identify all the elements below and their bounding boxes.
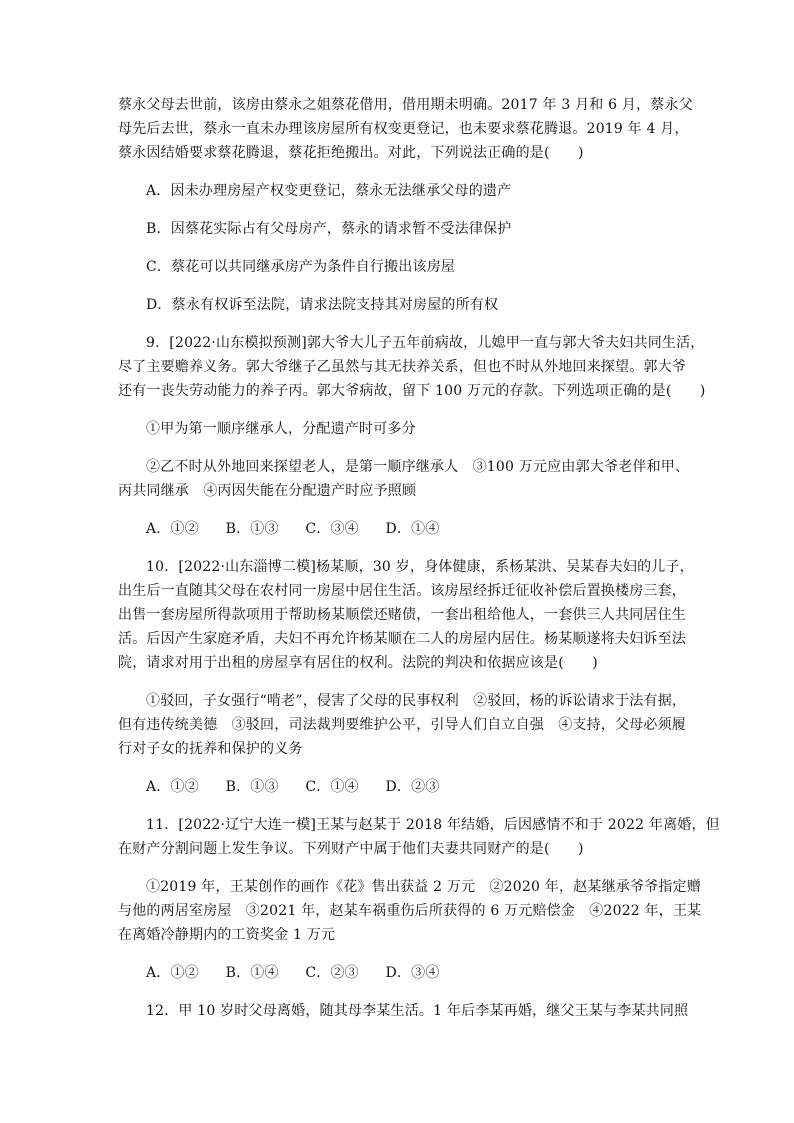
stem-line: 在财产分割问题上发生争议。下列财产中属于他们夫妻共同财产的是( ) (118, 841, 584, 857)
statement-item: 与他的两居室房屋 ③2021 年，赵某车祸重伤后所获得的 6 万元赔偿金 ④2022 年，王某 (118, 903, 702, 919)
choice-c: C．③④ (305, 521, 359, 537)
stem-line: 活。后因产生家庭矛盾，夫妇不再允许杨某顺在二人的房屋内居住。杨某顺遂将夫妇诉至法 (118, 631, 686, 647)
choice-c: C．①④ (305, 779, 359, 795)
statement-item: ①驳回，子女强行“啃老”，侵害了父母的民事权利 ②驳回，杨的诉讼请求于法有据， (146, 693, 687, 709)
statement-item: ②乙不时从外地回来探望老人，是第一顺序继承人 ③100 万元应由郭大爷老伴和甲、 (146, 459, 690, 475)
statement-item: 在离婚冷静期内的工资奖金 1 万元 (118, 927, 336, 943)
document-page (118, 93, 720, 1023)
stem-line: 还有一丧失劳动能力的养子丙。郭大爷病故，留下 100 万元的存款。下列选项正确的是( ) (118, 383, 706, 399)
stem-line: 出售一套房屋所得款项用于帮助杨某顺偿还赌债，一套出租给他人，一套供三人共同居住生 (118, 607, 686, 623)
statement-item: 丙共同继承 ④丙因失能在分配遗产时应予照顾 (118, 483, 417, 499)
choice-d: D．①④ (385, 521, 440, 537)
statement-item: ①2019 年，王某创作的画作《花》售出获益 2 万元 ②2020 年，赵某继承爷爷指定赠 (146, 879, 701, 895)
question-9-stem (118, 331, 706, 403)
choice-d: D．②③ (385, 779, 440, 795)
question-10-stem (118, 555, 694, 675)
statement-item: ①甲为第一顺序继承人，分配遗产时可多分 (146, 421, 416, 437)
stem-line: 出生后一直随其父母在农村同一房屋中居住生活。该房屋经拆迁征收补偿后置换楼房三套， (118, 583, 686, 599)
question-8-stem (118, 93, 693, 165)
answer-choices (118, 775, 680, 799)
stem-line: 尽了主要赡养义务。郭大爷继子乙虽然与其无扶养关系，但也不时从外地回来探望。郭大爷 (118, 359, 686, 375)
stem-line: 11．[2022·辽宁大连一模]王某与赵某于 2018 年结婚，后因感情不和于 2022 年离婚，但 (146, 817, 720, 833)
stem-line: 蔡永父母去世前，该房由蔡永之姐蔡花借用，借用期未明确。2017 年 3 月和 6 月，蔡永父 (118, 97, 693, 113)
choice-a: A．①② (146, 779, 199, 795)
stem-line: 院，请求对用于出租的房屋享有居住的权利。法院的判决和依据应该是( ) (118, 655, 598, 671)
answer-choices (118, 517, 680, 541)
choice-b: B．①③ (225, 521, 279, 537)
choice-b: B．①③ (225, 779, 279, 795)
option-c: C．蔡花可以共同继承房产为条件自行搬出该房屋 (146, 259, 456, 275)
choice-c: C．②③ (305, 965, 359, 981)
question-11-stem (118, 813, 720, 861)
choice-a: A．①② (146, 521, 199, 537)
statement-item: 行对子女的抚养和保护的义务 (118, 741, 303, 757)
stem-line: 9．[2022·山东模拟预测]郭大爷大儿子五年前病故，儿媳甲一直与郭大爷夫妇共同生活， (146, 335, 705, 351)
statement-item: 但有违传统美德 ③驳回，司法裁判要维护公平，引导人们自立自强 ④支持，父母必须履 (118, 717, 686, 733)
option-d: D．蔡永有权诉至法院，请求法院支持其对房屋的所有权 (146, 297, 499, 313)
question-12-stem (118, 999, 689, 1023)
stem-line: 12．甲 10 岁时父母离婚，随其母李某生活。1 年后李某再婚，继父王某与李某共同照 (146, 1003, 689, 1019)
option-b: B．因蔡花实际占有父母房产，蔡永的请求暂不受法律保护 (146, 221, 512, 237)
stem-line: 母先后去世，蔡永一直未办理该房屋所有权变更登记，也未要求蔡花腾退。2019 年 4 月， (118, 121, 689, 137)
stem-line: 10．[2022·山东淄博二模]杨某顺，30 岁，身体健康，系杨某洪、吴某春夫妇的儿子， (146, 559, 694, 575)
choice-d: D．③④ (385, 965, 440, 981)
option-a: A．因未办理房屋产权变更登记，蔡永无法继承父母的遗产 (146, 183, 512, 199)
choice-b: B．①④ (225, 965, 279, 981)
stem-line: 蔡永因结婚要求蔡花腾退，蔡花拒绝搬出。对此，下列说法正确的是( ) (118, 145, 584, 161)
choice-a: A．①② (146, 965, 199, 981)
answer-choices (118, 961, 680, 985)
